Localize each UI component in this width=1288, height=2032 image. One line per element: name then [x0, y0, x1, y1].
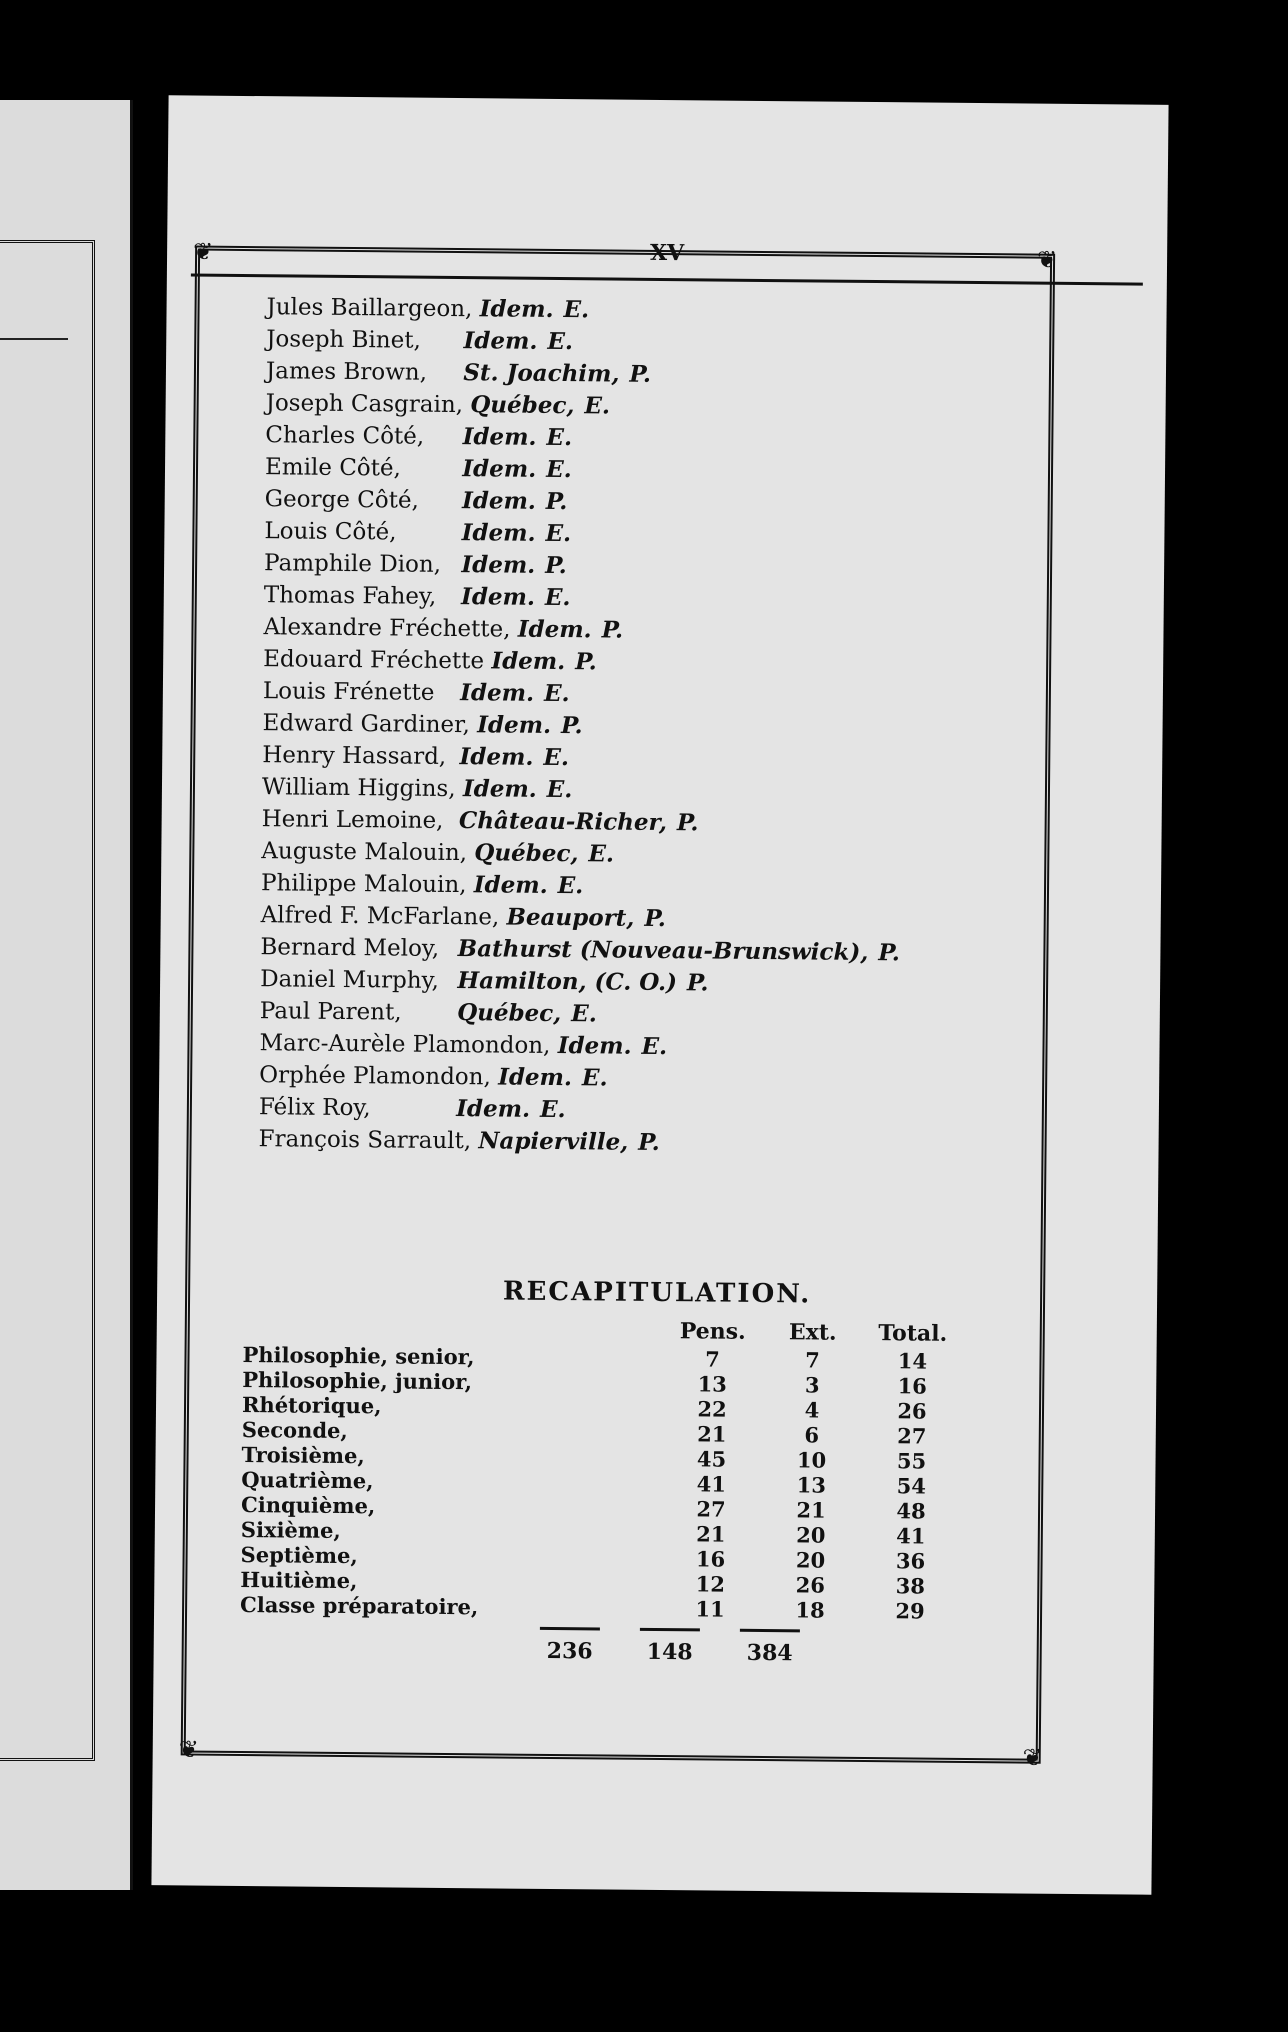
pens-count: 21 — [696, 1521, 726, 1547]
student-name: William Higgins, — [261, 774, 456, 803]
student-status: P. — [878, 939, 900, 967]
student-place: Idem. — [462, 775, 537, 803]
student-status: E. — [546, 455, 572, 484]
total-count: 14 — [897, 1348, 928, 1374]
student-name: Daniel Murphy, — [260, 966, 440, 994]
student-status: P. — [575, 648, 597, 676]
ext-count: 6 — [804, 1422, 820, 1448]
class-name: Sixième, — [240, 1517, 341, 1543]
student-place: Idem. — [459, 743, 534, 771]
class-name: Classe préparatoire, — [240, 1591, 479, 1620]
student-place: Québec, — [457, 999, 562, 1028]
student-name: Edward Gardiner, — [262, 710, 471, 739]
ext-count: 21 — [796, 1497, 826, 1523]
student-status: E. — [544, 583, 571, 612]
student-name: Orphée Plamondon, — [259, 1062, 491, 1091]
corner-ornament-icon: ❦ — [1036, 245, 1058, 274]
ext-count: 20 — [796, 1522, 826, 1548]
page-number: XV — [649, 239, 685, 267]
student-name: Joseph Binet, — [266, 326, 421, 354]
recap-table — [240, 1314, 963, 1624]
student-place: Hamilton, (C. O.) — [457, 967, 678, 997]
recap-title: RECAPITULATION. — [502, 1276, 812, 1310]
student-place: Idem. — [460, 679, 535, 707]
pens-count: 21 — [697, 1421, 727, 1447]
student-place: Idem. — [462, 423, 537, 451]
pens-count: 41 — [696, 1471, 727, 1497]
student-place: Bathurst (Nouveau-Brunswick), — [457, 935, 869, 966]
student-place: Napierville, — [478, 1127, 629, 1156]
class-name: Rhétorique, — [241, 1392, 382, 1419]
student-name: Marc-Aurèle Plamondon, — [259, 1030, 551, 1059]
ext-count: 18 — [795, 1597, 825, 1623]
student-status: E. — [563, 296, 590, 324]
class-name: Philosophie, junior, — [242, 1367, 473, 1395]
student-name: Bernard Meloy, — [260, 934, 440, 962]
student-place: Idem. — [463, 327, 538, 355]
student-status: E. — [546, 775, 573, 804]
student-status: P. — [560, 712, 583, 740]
student-status: P. — [601, 616, 624, 644]
student-name: Jules Baillargeon, — [266, 294, 473, 323]
student-place: Idem. — [460, 583, 536, 611]
ext-count: 3 — [804, 1372, 820, 1398]
student-list — [258, 291, 986, 1162]
adjacent-page — [0, 100, 133, 1890]
recap-header-pens: Pens. — [679, 1318, 746, 1345]
student-name: George Côté, — [264, 486, 419, 514]
student-name: Henri Lemoine, — [261, 806, 444, 834]
ext-count: 26 — [795, 1572, 826, 1598]
student-status: P. — [545, 487, 568, 516]
student-name: Félix Roy, — [258, 1094, 371, 1122]
recap-header-ext: Ext. — [788, 1319, 837, 1346]
student-place: Château-Richer, — [458, 807, 668, 837]
total-count: 38 — [895, 1573, 926, 1599]
student-status: E. — [581, 1064, 608, 1092]
pens-count: 45 — [696, 1446, 727, 1472]
pens-count: 22 — [697, 1396, 727, 1422]
student-name: François Sarrault, — [258, 1126, 472, 1155]
pens-count: 7 — [705, 1346, 720, 1372]
ext-count: 4 — [804, 1397, 820, 1423]
total-count: 27 — [897, 1423, 927, 1449]
student-status: P. — [676, 809, 699, 837]
student-place: Beauport, — [506, 903, 635, 932]
document-page — [151, 95, 1168, 1895]
student-name: Alfred F. McFarlane, — [260, 902, 500, 931]
ext-count: 13 — [796, 1472, 827, 1498]
student-status: P. — [686, 969, 709, 997]
student-name: Henry Hassard, — [262, 742, 447, 770]
student-name: Pamphile Dion, — [264, 550, 442, 578]
total-count: 55 — [896, 1448, 927, 1474]
total-ext: 148 — [640, 1628, 700, 1666]
class-name: Troisième, — [241, 1442, 365, 1469]
adjacent-page-frame — [0, 240, 95, 1761]
student-name: James Brown, — [265, 358, 428, 386]
corner-ornament-icon: ❦ — [1022, 1743, 1043, 1772]
student-place: Idem. — [461, 551, 536, 579]
student-place: Idem. — [477, 711, 552, 739]
student-place: Idem. — [517, 615, 592, 644]
student-name: Thomas Fahey, — [263, 582, 437, 610]
recap-body — [240, 1342, 963, 1624]
ext-count: 7 — [805, 1347, 820, 1373]
class-name: Septième, — [240, 1542, 358, 1569]
student-status: P. — [644, 904, 667, 933]
class-name: Huitième, — [240, 1566, 358, 1594]
student-status: E. — [539, 1095, 566, 1124]
student-status: E. — [545, 519, 572, 548]
student-place: Idem. — [462, 455, 537, 483]
pens-count: 12 — [695, 1571, 726, 1597]
pens-count: 13 — [697, 1371, 727, 1397]
student-status: E. — [543, 679, 570, 708]
student-place: Idem. — [456, 1095, 531, 1123]
pens-count: 27 — [696, 1496, 726, 1522]
student-place: Idem. — [479, 295, 554, 323]
corner-ornament-icon: ❦ — [178, 1735, 199, 1764]
pens-count: 11 — [695, 1596, 725, 1622]
class-name: Cinquième, — [240, 1492, 376, 1519]
student-place: Idem. — [473, 871, 548, 899]
recap-header-blank — [243, 1314, 663, 1346]
total-count: 26 — [897, 1398, 927, 1424]
student-status: P. — [629, 360, 652, 388]
class-name: Philosophie, senior, — [242, 1342, 475, 1370]
student-place: Idem. — [498, 1063, 573, 1092]
corner-ornament-icon: ❦ — [192, 237, 214, 266]
student-name: Paul Parent, — [259, 998, 402, 1026]
total-count: 16 — [897, 1373, 927, 1399]
student-name: Joseph Casgrain, — [265, 390, 464, 419]
ext-count: 10 — [796, 1447, 827, 1473]
class-name: Seconde, — [241, 1417, 348, 1444]
student-name: Emile Côté, — [264, 454, 402, 482]
adjacent-page-rule — [0, 338, 68, 340]
total-count: 29 — [895, 1598, 925, 1624]
student-status: E. — [571, 1000, 597, 1028]
student-name: Louis Côté, — [264, 518, 397, 546]
student-name: Alexandre Fréchette, — [263, 614, 511, 643]
total-count: 48 — [896, 1498, 926, 1524]
student-name: Charles Côté, — [265, 422, 425, 450]
student-status: E. — [546, 423, 573, 452]
student-place: Québec, — [474, 839, 579, 868]
student-status: E. — [547, 327, 574, 356]
student-status: E. — [557, 872, 584, 900]
student-place: Québec, — [470, 391, 575, 420]
total-count: 36 — [895, 1548, 926, 1574]
student-place: Idem. — [461, 519, 536, 547]
student-status: E. — [588, 840, 615, 868]
total-total: 384 — [740, 1629, 800, 1667]
student-place: Idem. — [491, 647, 566, 676]
student-place: St. Joachim, — [463, 359, 620, 388]
student-place: Idem. — [461, 487, 537, 515]
student-name: Louis Frénette — [262, 678, 435, 706]
student-status: E. — [641, 1032, 668, 1061]
recap-header-total: Total. — [878, 1320, 948, 1347]
student-name: Edouard Fréchette — [263, 646, 485, 675]
student-status: E. — [584, 392, 611, 420]
class-name: Quatrième, — [241, 1467, 374, 1494]
student-status: P. — [545, 551, 567, 580]
total-count: 41 — [896, 1523, 926, 1549]
total-count: 54 — [896, 1473, 927, 1499]
total-pens: 236 — [540, 1627, 600, 1665]
student-status: P. — [638, 1128, 660, 1157]
pens-count: 16 — [695, 1546, 726, 1572]
ext-count: 20 — [795, 1547, 826, 1573]
student-status: E. — [543, 743, 570, 772]
student-place: Idem. — [557, 1032, 632, 1060]
student-name: Auguste Malouin, — [261, 838, 468, 867]
student-name: Philippe Malouin, — [260, 870, 467, 899]
